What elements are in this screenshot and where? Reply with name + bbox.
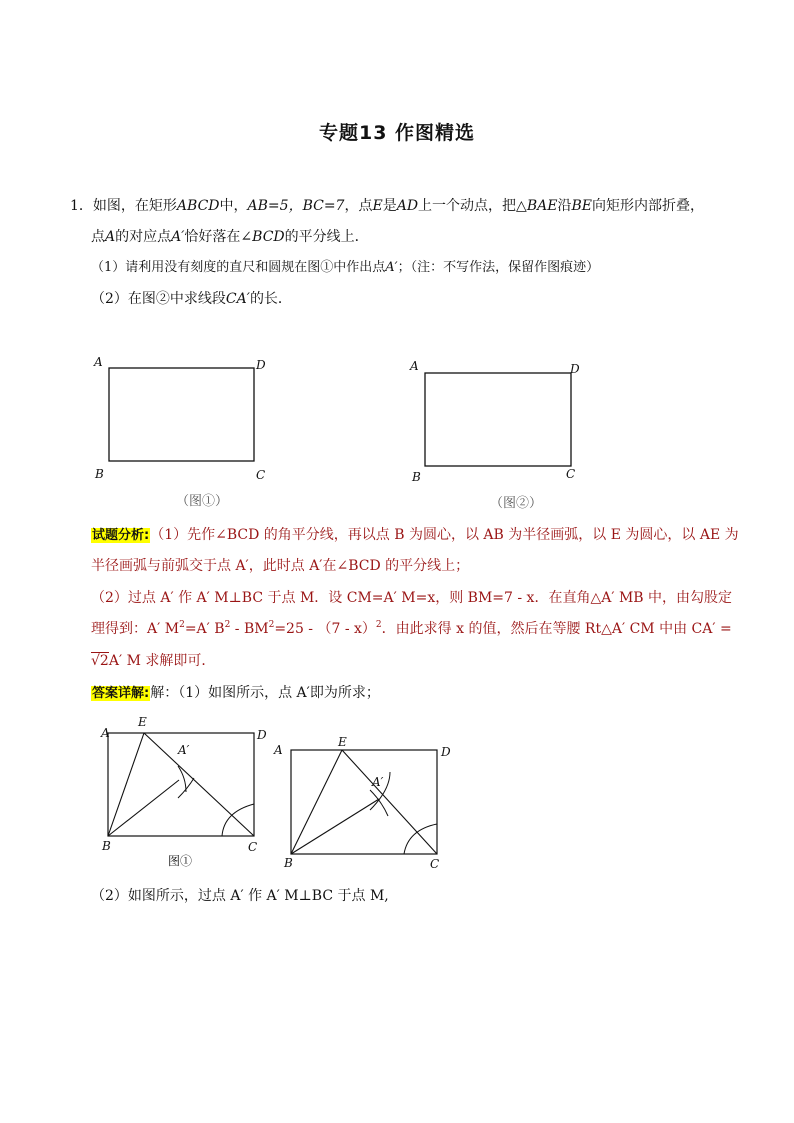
sub-question-2: （2）在图②中求线段CA′的长． [91, 291, 292, 307]
answer-figure-2 [270, 728, 470, 878]
label-b: B [102, 839, 111, 853]
label-a: A [94, 355, 103, 369]
label-d: D [256, 358, 266, 372]
label-d: D [257, 728, 267, 742]
figure-1-rectangle [86, 350, 286, 510]
segment-be [108, 733, 144, 836]
label-a-prime: A′ [178, 743, 190, 757]
analysis-line-1: 试题分析:（1）先作∠BCD 的角平分线，再以点 B 为圆心，以 AB 为半径画弧，以 E 为圆心，以 AE 为 [92, 527, 739, 543]
answer-label: 答案详解: [92, 686, 150, 701]
label-a: A [410, 359, 419, 373]
label-e: E [138, 715, 147, 729]
bisector-arc [404, 824, 437, 854]
rectangle-abcd [425, 373, 571, 466]
label-c: C [566, 467, 576, 481]
sqrt-radicand: √2 [91, 653, 109, 669]
segment-ba-prime [108, 780, 179, 836]
answer-line-1: 答案详解:解：（1）如图所示，点 A′即为所求； [92, 685, 380, 701]
label-c: C [248, 840, 258, 854]
analysis-line-4: 理得到：A′ $M^2=A'$ $B^2 - BM^2=25 - (7 - x)^2$．由此求得 x 的值，然后在等腰 Rt△A′ CM 中由 CA′ = [91, 620, 732, 637]
arc-center-b [178, 766, 186, 792]
segment-ec [144, 733, 254, 836]
analysis-label: 试题分析: [92, 528, 150, 543]
answer-figure-1 [86, 712, 286, 872]
label-b: B [412, 470, 421, 484]
figure-2-caption: （图②） [490, 496, 543, 511]
problem-line-1: 1．如图，在矩形ABCD中，AB=5，BC=7，点E是AD上一个动点，把△BAE沿BE向矩形内部折叠， [70, 198, 704, 214]
label-c: C [430, 857, 440, 871]
rectangle-abcd [291, 750, 437, 854]
answer-line-2: （2）如图所示，过点 A′ 作 A′ M⊥BC 于点 M, [91, 888, 389, 904]
analysis-line-5: √2A′ M 求解即可． [91, 653, 216, 669]
figure-2-rectangle [404, 354, 604, 514]
answer-figure-caption: 图① [168, 854, 193, 868]
figure-1-caption: （图①） [176, 494, 229, 509]
label-d: D [441, 745, 451, 759]
analysis-line-3: （2）过点 A′ 作 A′ M⊥BC 于点 M．设 CM=A′ M=x，则 BM=7 - x．在直角△A′ MB 中，由勾股定 [91, 590, 733, 606]
problem-line-2: 点A的对应点A′恰好落在∠BCD的平分线上． [91, 229, 369, 245]
label-b: B [284, 856, 293, 870]
label-d: D [570, 362, 580, 376]
label-e: E [338, 735, 347, 749]
segment-ec [342, 750, 437, 854]
rectangle-abcd [109, 368, 254, 461]
problem-number: 1． [70, 198, 93, 214]
label-a: A [274, 743, 283, 757]
label-a: A [101, 726, 110, 740]
sub-question-1: （1）请利用没有刻度的直尺和圆规在图①中作出点A′；（注：不写作法，保留作图痕迹） [91, 260, 600, 275]
label-b: B [95, 467, 104, 481]
label-c: C [256, 468, 266, 482]
page-title: 专题13 作图精选 [318, 122, 476, 144]
analysis-line-2: 半径画弧与前弧交于点 A′，此时点 A′在∠BCD 的平分线上； [91, 558, 470, 574]
label-a-prime: A′ [372, 775, 384, 789]
